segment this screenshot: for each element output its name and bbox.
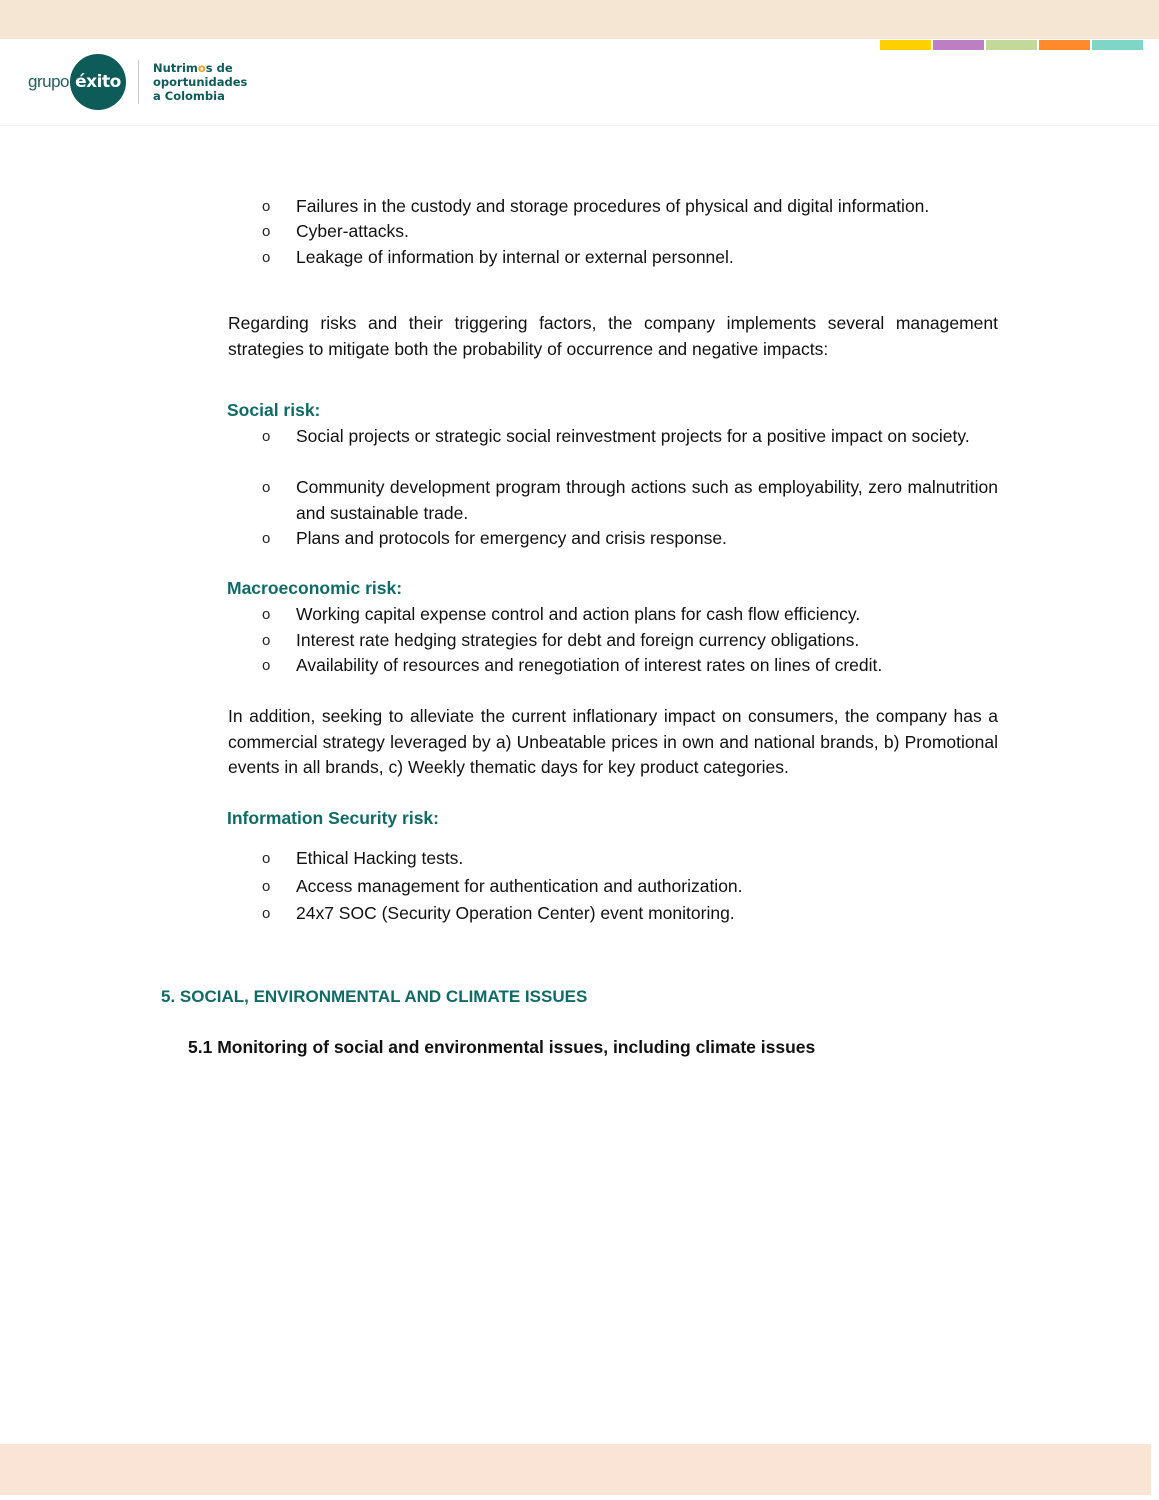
- list-item: [262, 526, 998, 552]
- bullet-icon: o: [262, 657, 271, 674]
- subsection-heading: 5.1 Monitoring of social and environmental issues, including climate issues: [188, 1037, 816, 1057]
- list-item: [262, 194, 998, 220]
- bullet-icon: o: [262, 850, 271, 867]
- list-item-text: 24x7 SOC (Security Operation Center) event monitoring.: [296, 903, 735, 923]
- header-divider: [0, 125, 1159, 126]
- list-item: [262, 219, 998, 245]
- bullet-icon: o: [262, 606, 271, 623]
- tagline-line-2: oportunidades: [152, 75, 248, 89]
- grupo-exito-logo: [28, 54, 247, 110]
- list-item: [262, 424, 998, 450]
- list-item-text: Interest rate hedging strategies for debt and foreign currency obligations.: [296, 630, 860, 650]
- list-item-text: Availability of resources and renegotiation of interest rates on lines of credit.: [296, 655, 883, 675]
- logo-grupo-text: grupo: [28, 72, 69, 91]
- social-risk-heading: Social risk:: [227, 400, 321, 420]
- list-item-text: Social projects or strategic social reinvestment projects for a positive impact on society.: [296, 426, 970, 446]
- list-item: [262, 846, 998, 872]
- inflation-paragraph: In addition, seeking to alleviate the current inflationary impact on consumers, the company has a commercial strategy leveraged by a) Unbeatable prices in own and national brands, b) Promotional events in all brands, c) Weekly thematic days for key product categories.: [228, 706, 998, 777]
- list-item-text: Access management for authentication and authorization.: [296, 876, 743, 896]
- strip-yellow: [880, 40, 931, 50]
- strip-green: [986, 40, 1037, 50]
- strip-orange: [1039, 40, 1090, 50]
- bottom-band: [0, 1444, 1151, 1495]
- bullet-icon: o: [262, 905, 271, 922]
- list-item: [262, 602, 998, 628]
- bullet-icon: o: [262, 878, 271, 895]
- logo-tagline: [153, 61, 247, 103]
- list-item: [262, 628, 998, 654]
- list-item-text: Cyber-attacks.: [296, 221, 409, 241]
- list-item: [262, 653, 998, 679]
- list-item: [262, 245, 998, 271]
- logo-exito-text: éxito: [75, 72, 121, 92]
- list-item-text: Community development program through actions such as employability, zero malnutrition and sustainable trade.: [296, 477, 998, 523]
- bullet-icon: o: [262, 198, 271, 215]
- logo-exito-circle: [70, 54, 126, 110]
- strip-teal: [1092, 40, 1143, 50]
- intro-paragraph: Regarding risks and their triggering factors, the company implements several management strategies to mitigate both the probability of occurrence and negative impacts:: [228, 313, 998, 359]
- infosec-risk-heading: Information Security risk:: [227, 808, 439, 828]
- bullet-icon: o: [262, 530, 271, 547]
- tagline-part: s de: [205, 61, 233, 75]
- list-item-text: Plans and protocols for emergency and crisis response.: [296, 528, 727, 548]
- list-item: [262, 901, 998, 927]
- tagline-line-1: [153, 61, 247, 75]
- bullet-icon: o: [262, 249, 271, 266]
- color-strip: [880, 40, 1143, 50]
- strip-purple: [933, 40, 984, 50]
- section-heading: 5. SOCIAL, ENVIRONMENTAL AND CLIMATE ISSUES: [161, 987, 588, 1006]
- tagline-accent-o: o: [197, 61, 206, 75]
- logo-divider: [138, 60, 139, 104]
- bullet-icon: o: [262, 428, 271, 445]
- tagline-line-3: a Colombia: [152, 89, 225, 103]
- list-item-text: Ethical Hacking tests.: [296, 848, 464, 868]
- list-item: [262, 874, 998, 900]
- macroeconomic-risk-heading: Macroeconomic risk:: [227, 578, 403, 598]
- list-item-text: Leakage of information by internal or external personnel.: [296, 247, 734, 267]
- bullet-icon: o: [262, 479, 271, 496]
- list-item-text: Failures in the custody and storage procedures of physical and digital information.: [296, 196, 930, 216]
- bullet-icon: o: [262, 632, 271, 649]
- list-item-text: Working capital expense control and action plans for cash flow efficiency.: [296, 604, 861, 624]
- list-item: [262, 475, 998, 526]
- bullet-icon: o: [262, 223, 271, 240]
- tagline-part: Nutrim: [152, 61, 198, 75]
- top-band: [0, 0, 1159, 39]
